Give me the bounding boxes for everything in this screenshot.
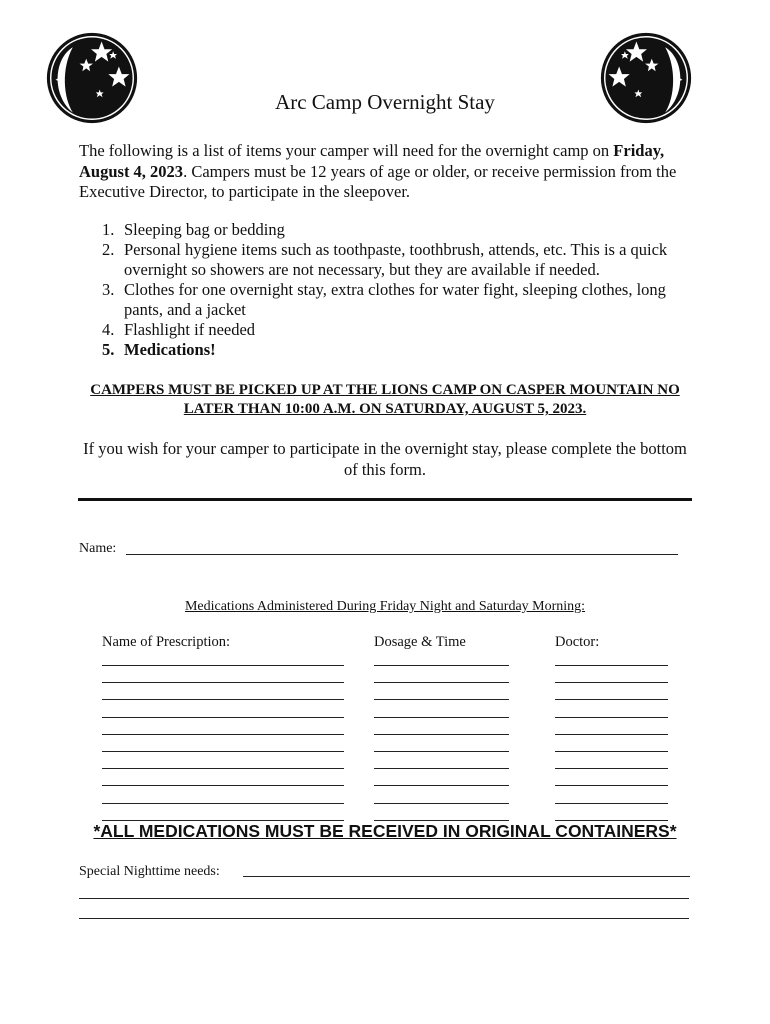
prescription-column-header: Name of Prescription: [102, 634, 231, 650]
list-item-text: Clothes for one overnight stay, extra clothes for water fight, sleeping clothes, long pants, and a jacket [124, 280, 666, 319]
list-item-number: 5. [102, 340, 115, 359]
doctor-entry-line[interactable] [555, 768, 668, 769]
doctor-column-header: Doctor: [555, 634, 600, 650]
item-list [102, 220, 702, 360]
dosage-entry-line[interactable] [374, 682, 509, 683]
prescription-entry-line[interactable] [102, 768, 344, 769]
prescription-entry-line[interactable] [102, 682, 344, 683]
doctor-entry-line[interactable] [555, 665, 668, 666]
list-item-number: 2. [102, 240, 115, 259]
intro-text-after: . Campers must be 12 years of age or older, or receive permission from the Executive Director, to participate in the sleepover. [79, 161, 677, 201]
doctor-entry-line[interactable] [555, 803, 668, 804]
special-needs-field[interactable] [79, 898, 689, 899]
doctor-entry-line[interactable] [555, 699, 668, 700]
prescription-entry-line[interactable] [102, 665, 344, 666]
intro-date: Friday, August 4, 2023 [79, 141, 665, 181]
doctor-entry-line[interactable] [555, 734, 668, 735]
special-needs-field[interactable] [79, 918, 689, 919]
prescription-entry-line[interactable] [102, 734, 344, 735]
prescription-entry-line[interactable] [102, 803, 344, 804]
section-divider [78, 498, 692, 501]
list-item-text: Sleeping bag or bedding [124, 220, 285, 239]
prescription-entry-line[interactable] [102, 699, 344, 700]
dosage-entry-line[interactable] [374, 734, 509, 735]
name-label: Name: [79, 541, 117, 556]
doctor-entry-line[interactable] [555, 717, 668, 718]
list-item [102, 220, 702, 240]
list-item-text: Personal hygiene items such as toothpaste, toothbrush, attends, etc. This is a quick overnight so showers are not necessary, but they are available if needed. [124, 240, 668, 279]
list-item-number: 1. [102, 220, 115, 239]
list-item [102, 240, 702, 280]
list-item-text: Medications! [124, 340, 216, 359]
page-title: Arc Camp Overnight Stay [275, 90, 495, 114]
list-item-number: 3. [102, 280, 115, 299]
list-item [102, 320, 702, 340]
special-needs-label: Special Nighttime needs: [79, 864, 220, 879]
dosage-entry-line[interactable] [374, 751, 509, 752]
list-item-number: 4. [102, 320, 115, 339]
medications-heading: Medications Administered During Friday Night and Saturday Morning: [184, 599, 586, 614]
dosage-entry-line[interactable] [374, 785, 509, 786]
dosage-entry-line[interactable] [374, 717, 509, 718]
dosage-entry-line[interactable] [374, 803, 509, 804]
original-containers-notice: *ALL MEDICATIONS MUST BE RECEIVED IN ORIGINAL CONTAINERS* [93, 821, 677, 841]
prescription-entry-line[interactable] [102, 751, 344, 752]
prescription-entry-line[interactable] [102, 785, 344, 786]
doctor-entry-line[interactable] [555, 785, 668, 786]
participation-instructions: If you wish for your camper to participate in the overnight stay, please complete the bottom of this form. [83, 439, 687, 479]
dosage-column-header: Dosage & Time [374, 634, 466, 650]
list-item-text: Flashlight if needed [124, 320, 256, 339]
dosage-entry-line[interactable] [374, 768, 509, 769]
special-needs-field[interactable] [243, 876, 690, 877]
intro-paragraph [79, 141, 699, 203]
dosage-entry-line[interactable] [374, 665, 509, 666]
dosage-entry-line[interactable] [374, 699, 509, 700]
list-item [102, 280, 702, 320]
doctor-entry-line[interactable] [555, 751, 668, 752]
name-field[interactable] [126, 554, 678, 555]
prescription-entry-line[interactable] [102, 717, 344, 718]
pickup-notice: CAMPERS MUST BE PICKED UP AT THE LIONS CAMP ON CASPER MOUNTAIN NO LATER THAN 10:00 A.M. ON SATURDAY, AUGUST 5, 2023. [90, 382, 680, 417]
intro-text-before: The following is a list of items your camper will need for the overnight camp on [79, 141, 614, 160]
list-item [102, 340, 702, 360]
doctor-entry-line[interactable] [555, 682, 668, 683]
